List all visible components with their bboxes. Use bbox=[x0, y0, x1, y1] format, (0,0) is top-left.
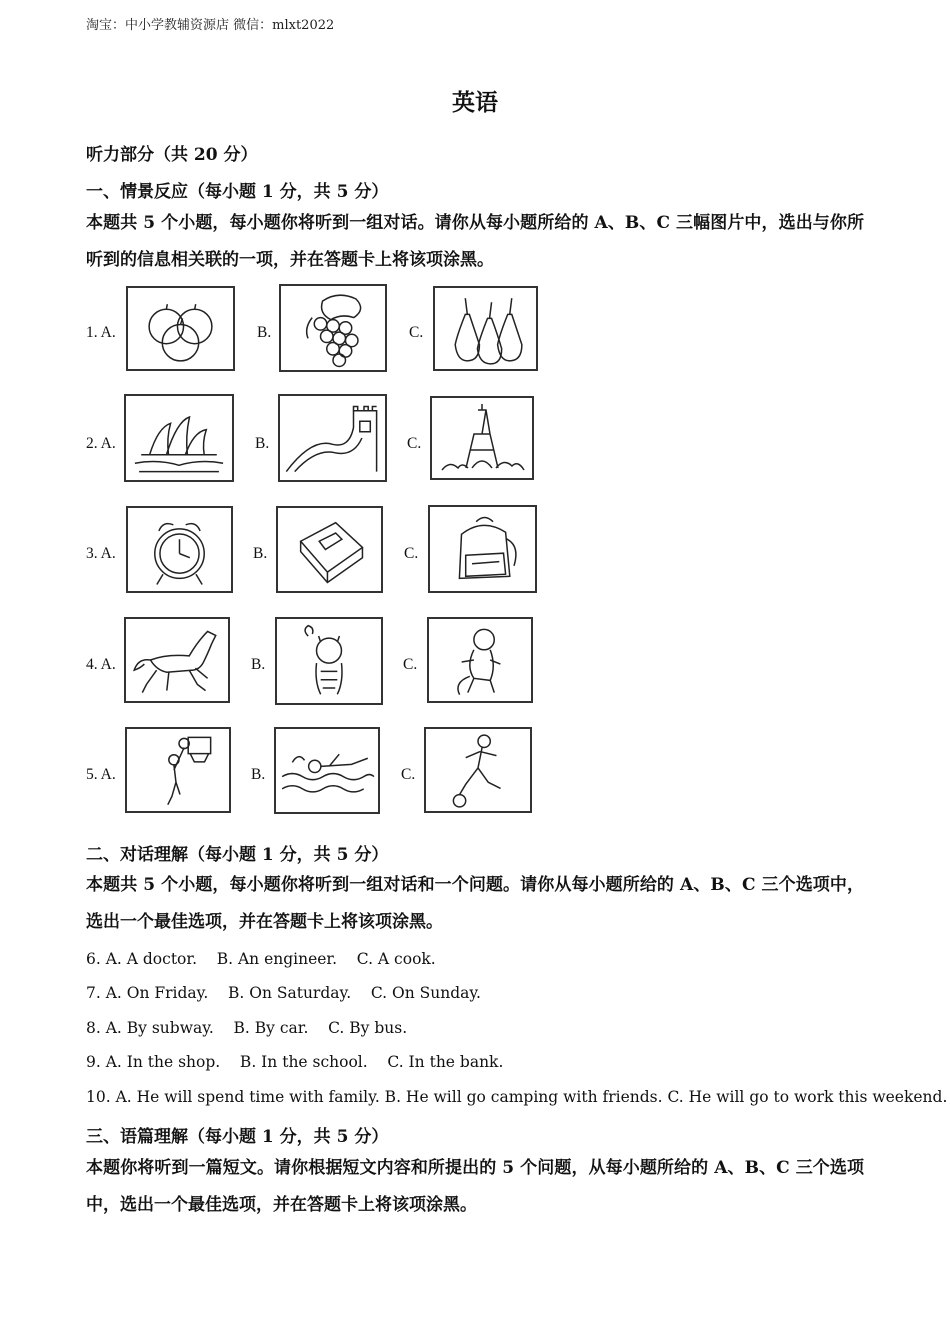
q2-label-a: 2. A. bbox=[86, 435, 116, 452]
page-title: 英语 bbox=[452, 89, 498, 116]
q1-label-c: C. bbox=[409, 324, 424, 341]
q2-label-b: B. bbox=[255, 435, 270, 452]
q4-label-a: 4. A. bbox=[86, 656, 116, 673]
question-7: 7. A. On Friday. B. On Saturday. C. On Sunday. bbox=[86, 984, 481, 1002]
q3-label-c: C. bbox=[404, 545, 419, 562]
swimming-icon[interactable] bbox=[274, 727, 380, 814]
question-6: 6. A. A doctor. B. An engineer. C. A cook. bbox=[86, 950, 436, 968]
q5-label-b: B. bbox=[251, 766, 266, 783]
page-header: 淘宝：中小学教辅资源店 微信：mlxt2022 bbox=[86, 18, 335, 33]
opera-house-icon[interactable] bbox=[124, 394, 234, 482]
book-icon[interactable] bbox=[276, 506, 383, 593]
section3-heading: 三、语篇理解（每小题 1 分，共 5 分） bbox=[86, 1127, 389, 1147]
q1-label-a: 1. A. bbox=[86, 324, 116, 341]
question-9: 9. A. In the shop. B. In the school. C. In the bank. bbox=[86, 1053, 504, 1071]
q2-label-c: C. bbox=[407, 435, 422, 452]
section2-instructions: 本题共 5 个小题，每小题你将听到一组对话和一个问题。请你从每小题所给的 A、B、C 三个选项中，选出一个最佳选项，并在答题卡上将该项涂黑。 bbox=[86, 875, 864, 932]
q3-label-a: 3. A. bbox=[86, 545, 116, 562]
question-8: 8. A. By subway. B. By car. C. By bus. bbox=[86, 1019, 408, 1037]
q5-label-c: C. bbox=[401, 766, 416, 783]
monkey-icon[interactable] bbox=[427, 617, 533, 703]
apples-icon[interactable] bbox=[126, 286, 235, 371]
soccer-icon[interactable] bbox=[424, 727, 532, 813]
pears-icon[interactable] bbox=[433, 286, 538, 371]
question-10: 10. A. He will spend time with family. B. He will go camping with friends. C. He will go to work this weekend. bbox=[86, 1088, 948, 1106]
q5-label-a: 5. A. bbox=[86, 766, 116, 783]
eiffel-tower-icon[interactable] bbox=[430, 396, 534, 480]
listening-part-heading: 听力部分（共 20 分） bbox=[86, 145, 258, 165]
section1-instructions: 本题共 5 个小题，每小题你将听到一组对话。请你从每小题所给的 A、B、C 三幅图片中，选出与你所听到的信息相关联的一项，并在答题卡上将该项涂黑。 bbox=[86, 213, 864, 270]
backpack-icon[interactable] bbox=[428, 505, 537, 593]
horse-icon[interactable] bbox=[124, 617, 230, 703]
q4-label-b: B. bbox=[251, 656, 266, 673]
great-wall-icon[interactable] bbox=[278, 394, 387, 482]
q1-label-b: B. bbox=[257, 324, 272, 341]
alarm-clock-icon[interactable] bbox=[126, 506, 233, 593]
section2-heading: 二、对话理解（每小题 1 分，共 5 分） bbox=[86, 845, 389, 865]
basketball-icon[interactable] bbox=[125, 727, 231, 813]
q3-label-b: B. bbox=[253, 545, 268, 562]
tiger-icon[interactable] bbox=[275, 617, 383, 705]
grapes-icon[interactable] bbox=[279, 284, 387, 372]
q4-label-c: C. bbox=[403, 656, 418, 673]
section1-heading: 一、情景反应（每小题 1 分，共 5 分） bbox=[86, 182, 389, 202]
section3-instructions: 本题你将听到一篇短文。请你根据短文内容和所提出的 5 个问题，从每小题所给的 A、B、C 三个选项中，选出一个最佳选项，并在答题卡上将该项涂黑。 bbox=[86, 1158, 864, 1215]
